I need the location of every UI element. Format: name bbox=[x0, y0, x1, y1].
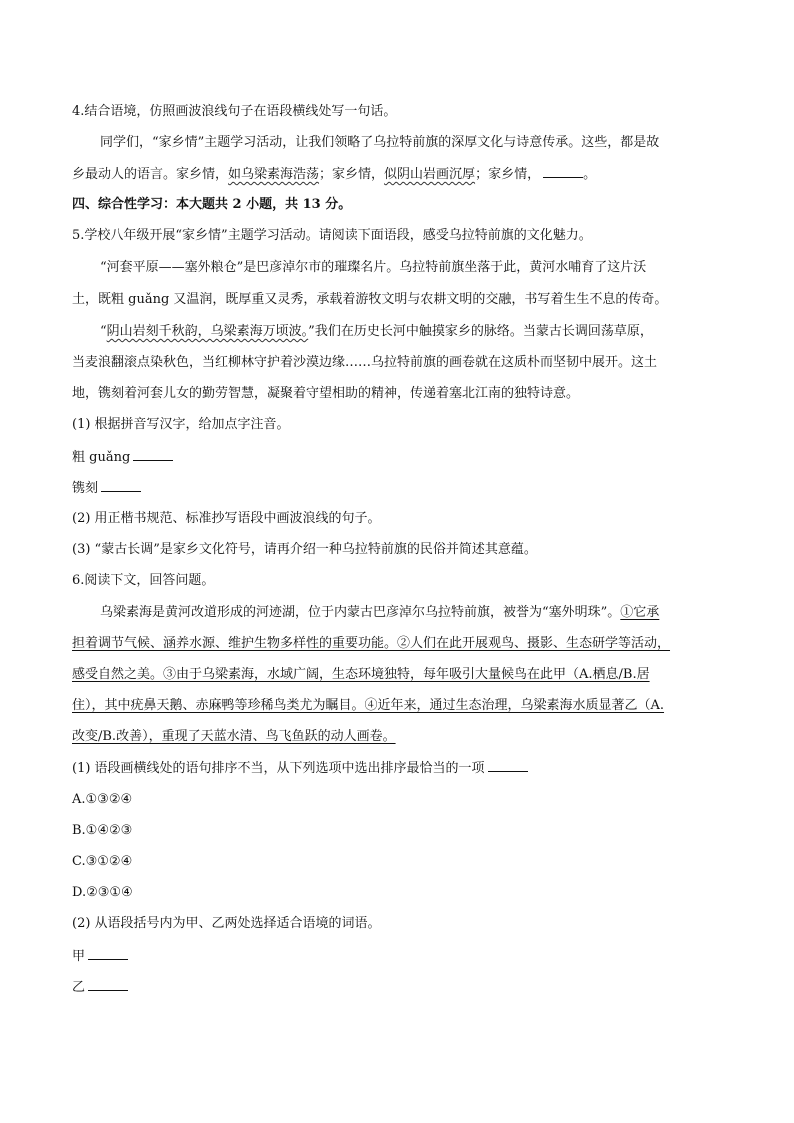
q6-sub1-text: (1) 语段画横线处的语句排序不当，从下列选项中选出排序最恰当的一项 bbox=[72, 761, 485, 776]
q6-option-a[interactable]: A.①③②④ bbox=[72, 792, 133, 807]
q5-para2-line-1 bbox=[100, 322, 732, 342]
q6-yi-label: 乙 bbox=[72, 980, 86, 995]
q6-option-b[interactable]: B.①④②③ bbox=[72, 823, 133, 838]
q6-sub1 bbox=[72, 758, 732, 779]
q5-para1-line-1: “河套平原——塞外粮仓”是巴彦淖尔市的璀璨名片。乌拉特前旗坐落于此，黄河水哺育了这片沃 bbox=[100, 260, 647, 275]
q6-jia-label: 甲 bbox=[72, 949, 86, 964]
q4-paragraph-line-1: 同学们，“家乡情”主题学习活动，让我们领略了乌拉特前旗的深厚文化与诗意传承。这些，都是故 bbox=[100, 135, 660, 150]
q5-para1-line-2: 土，既粗 guǎng 又温润，既厚重又灵秀，承载着游牧文明与农耕文明的交融，书写着生生不息的传奇。 bbox=[72, 292, 668, 307]
q5-wavy-sentence: 阴山岩刻千秋韵，乌梁素海万顷波。 bbox=[106, 324, 309, 339]
q5-para2-rest: ”我们在历史长河中触摸家乡的脉络。当蒙古长调回荡草原， bbox=[308, 324, 653, 339]
q5-sub1-b-blank[interactable] bbox=[101, 478, 141, 492]
section-four-heading: 四、综合性学习：本大题共 2 小题，共 13 分。 bbox=[72, 197, 352, 212]
q6-passage-line-5 bbox=[72, 727, 732, 747]
q4-text-end: 。 bbox=[583, 167, 597, 182]
q6-jia-item bbox=[72, 946, 732, 967]
q6-passage-line-1 bbox=[100, 603, 732, 623]
q6-passage-line-2: 担着调节气候、涵养水源、维护生物多样性的重要功能。②人们在此开展观鸟、摄影、生态研学等活动， bbox=[72, 636, 671, 651]
q6-yi-blank[interactable] bbox=[88, 977, 128, 991]
q6-passage-end: 改变/B.改善），重现了天蓝水清、鸟飞鱼跃的动人画卷。 bbox=[72, 729, 396, 744]
q4-wavy-sentence-1: 如乌梁素海浩荡 bbox=[228, 167, 320, 182]
q5-para2-line-3: 地，镌刻着河套儿女的勤劳智慧，凝聚着守望相助的精神，传递着塞北江南的独特诗意。 bbox=[72, 386, 580, 401]
q5-title: 5.学校八年级开展“家乡情”主题学习活动。请阅读下面语段，感受乌拉特前旗的文化魅力。 bbox=[72, 228, 592, 243]
q4-text-a: 乡最动人的语言。家乡情， bbox=[72, 167, 229, 182]
q6-jia-blank[interactable] bbox=[88, 946, 128, 960]
q5-para2-line-2: 当麦浪翻滚点染秋色，当红柳林守护着沙漠边缘……乌拉特前旗的画卷就在这质朴而坚韧中展开。这土 bbox=[72, 355, 658, 370]
q5-sub1: (1) 根据拼音写汉字，给加点字注音。 bbox=[72, 417, 290, 432]
q5-sub1-a-label: 粗 guǎng bbox=[72, 450, 131, 465]
q4-text-b: ；家乡情， bbox=[319, 167, 385, 182]
q5-sub1-b-label: 镌刻 bbox=[72, 481, 99, 496]
q4-title: 4.结合语境，仿照画波浪线句子在语段横线处写一句话。 bbox=[72, 104, 397, 119]
q5-sub1-item-a bbox=[72, 447, 732, 468]
q5-quote-open: “ bbox=[100, 324, 107, 339]
q5-sub1-a-blank[interactable] bbox=[133, 447, 173, 461]
q6-sub2: (2) 从语段括号内为甲、乙两处选择适合语境的词语。 bbox=[72, 916, 381, 931]
q6-sub1-blank[interactable] bbox=[488, 758, 528, 772]
q5-sub2: (2) 用正楷书规范、标准抄写语段中画波浪线的句子。 bbox=[72, 511, 381, 526]
q6-passage-line-4: 住），其中疣鼻天鹅、赤麻鸭等珍稀鸟类尤为瞩目。④近年来，通过生态治理，乌梁素海水质显著乙（A. bbox=[72, 698, 665, 713]
q4-answer-blank[interactable] bbox=[543, 164, 583, 178]
q5-sub3: (3) “蒙古长调”是家乡文化符号，请再介绍一种乌拉特前旗的民俗并简述其意蕴。 bbox=[72, 542, 537, 557]
q4-paragraph-line-2 bbox=[72, 164, 732, 185]
q6-underlined-start: ①它承 bbox=[620, 605, 660, 620]
q6-passage-line-3: 感受自然之美。③由于乌梁素海，水域广阔，生态环境独特，每年吸引大量候鸟在此甲（A.栖息/B.居 bbox=[72, 667, 650, 682]
q4-wavy-sentence-2: 似阴山岩画沉厚 bbox=[384, 167, 476, 182]
q5-sub1-item-b bbox=[72, 478, 732, 499]
q6-option-d[interactable]: D.②③①④ bbox=[72, 885, 133, 900]
q6-passage-intro: 乌梁素海是黄河改道形成的河迹湖，位于内蒙古巴彦淖尔乌拉特前旗，被誉为“塞外明珠”。 bbox=[100, 605, 621, 620]
q6-title: 6.阅读下文，回答问题。 bbox=[72, 573, 215, 588]
q4-text-c: ；家乡情， bbox=[475, 167, 541, 182]
q6-option-c[interactable]: C.③①②④ bbox=[72, 854, 133, 869]
q6-yi-item bbox=[72, 977, 732, 998]
